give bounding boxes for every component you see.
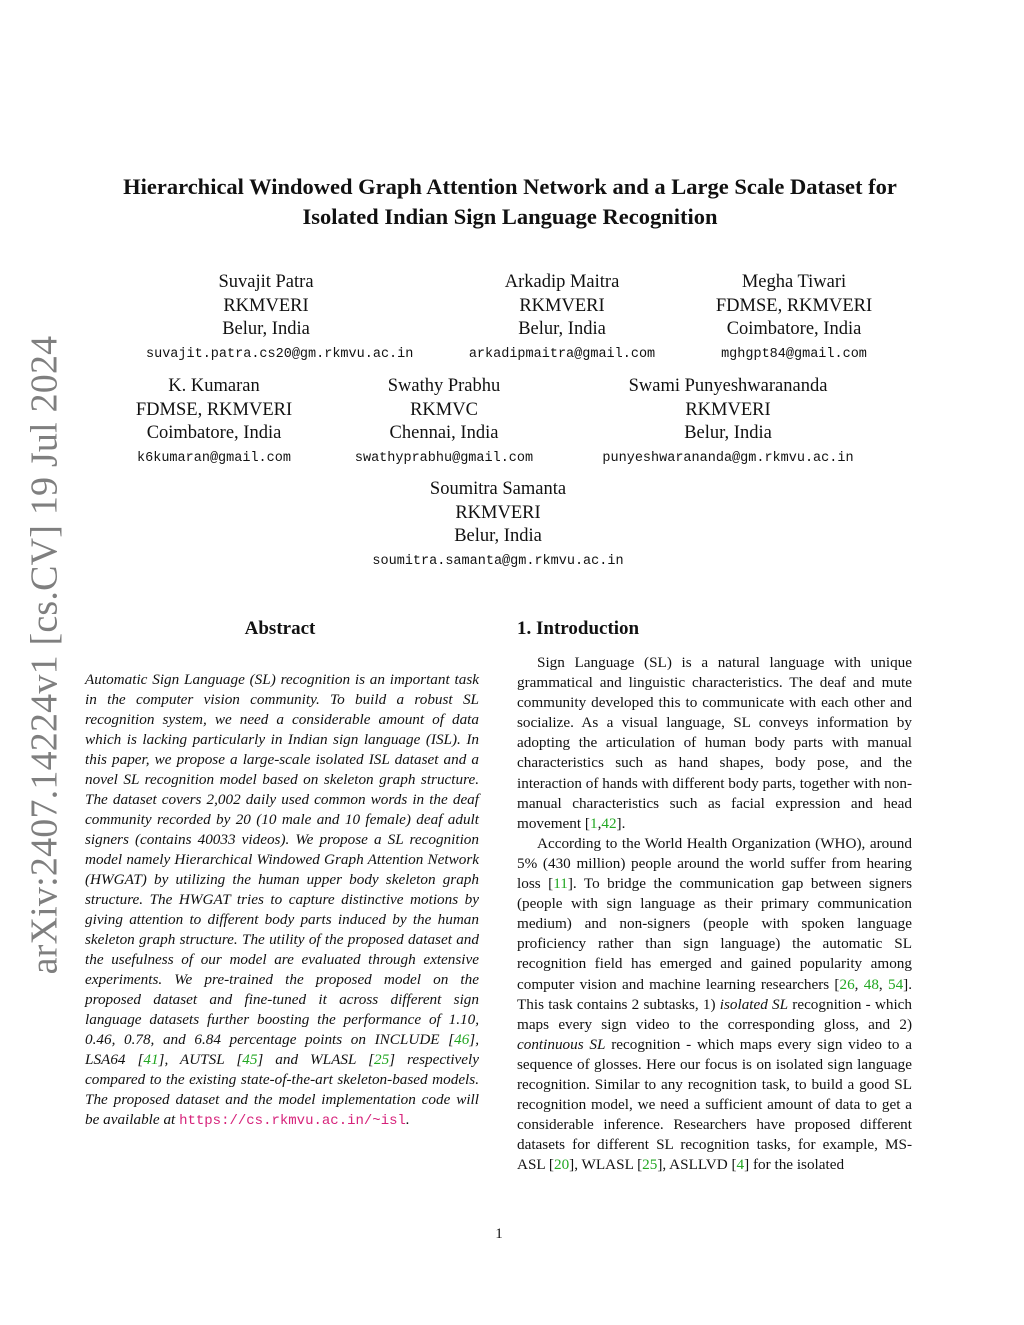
author-email: arkadipmaitra@gmail.com: [468, 346, 656, 362]
citation-link[interactable]: 45: [242, 1051, 258, 1068]
citation-link[interactable]: 41: [143, 1051, 159, 1068]
author-affiliation: RKMVERI: [223, 295, 309, 316]
author-name: K. Kumaran: [168, 376, 260, 396]
abstract-text: ], AUTSL [: [158, 1051, 243, 1068]
author-email: mghgpt84@gmail.com: [721, 346, 867, 362]
abstract-text: ], LSA64 [: [85, 1031, 479, 1068]
intro-text: ,: [597, 814, 602, 832]
intro-term: isolated SL: [719, 995, 789, 1013]
author-name: Soumitra Samanta: [429, 479, 567, 499]
intro-text: According to the World Health Organization (WHO), around 5% (430 million) people around the world suffer from hearing loss [: [517, 834, 912, 893]
citation-link[interactable]: 1: [589, 814, 598, 832]
author-block: [442, 271, 682, 364]
intro-text: ,: [878, 975, 888, 993]
introduction-body: [517, 653, 912, 1175]
author-location: Belur, India: [684, 423, 772, 443]
author-affiliation: FDMSE, RKMVERI: [135, 399, 293, 420]
abstract-heading: Abstract: [244, 618, 316, 639]
abstract-text: Automatic Sign Language (SL) recognition is an important task in the computer vision community. To build a robust SL recognition system, we need a considerable amount of data which is lacking particularly in Indian sign language (ISL). In this paper, we propose a large-scale isolated ISL dataset and a novel SL recognition model based on skeleton graph structure. The dataset covers 2,002 daily used common words in the deaf community recorded by 20 (10 male and 10 female) deaf adult signers (contains 40033 videos). We propose a SL recognition model namely Hierarchical Windowed Graph Attention Network (HWGAT) by utilizing the human upper body skeleton graph structure. The HWGAT tries to capture distinctive motions by giving attention to different body parts induced by the human skeleton graph structure. The utility of the proposed dataset and the usefulness of our model are evaluated through extensive experiments. We pre-trained the proposed model on the proposed dataset and fine-tuned it across different sign language datasets further boosting the performance of 1.10, 0.46, 0.78, and 6.84 percentage points on INCLUDE [: [85, 671, 479, 1048]
abstract-body: [85, 670, 479, 1131]
intro-paragraph: [517, 653, 912, 834]
author-block: [334, 375, 554, 468]
intro-paragraph: [517, 834, 912, 1176]
citation-link[interactable]: 25: [642, 1156, 658, 1174]
author-block: [684, 271, 904, 364]
citation-link[interactable]: 4: [736, 1156, 745, 1174]
author-block: [104, 375, 324, 468]
citation-link[interactable]: 48: [863, 975, 879, 993]
author-location: Belur, India: [518, 319, 606, 339]
intro-text: ]. This task contains 2 subtasks, 1): [517, 975, 913, 1013]
title-line-2: Isolated Indian Sign Language Recognition: [302, 204, 718, 229]
intro-text: ]. To bridge the communication gap between signers (people with sign language as their primary communication medium) and non-signers (people with spoken language proficiency rather than sign language) the automatic SL recognition field has emerged and gained popularity among computer vision and machine learning researchers [: [517, 875, 912, 993]
author-email: k6kumaran@gmail.com: [137, 450, 291, 466]
citation-link[interactable]: 42: [601, 814, 617, 832]
author-name: Swami Punyeshwarananda: [628, 376, 828, 396]
author-block: [583, 375, 873, 468]
abstract-text: ] and WLASL [: [257, 1051, 374, 1068]
intro-text: ] for the isolated: [744, 1156, 845, 1174]
author-name: Suvajit Patra: [218, 272, 314, 292]
citation-link[interactable]: 20: [553, 1156, 570, 1174]
author-affiliation: RKMVC: [410, 399, 478, 420]
author-location: Chennai, India: [389, 423, 499, 443]
author-email: suvajit.patra.cs20@gm.rkmvu.ac.in: [146, 346, 414, 362]
title-line-1: Hierarchical Windowed Graph Attention Network and a Large Scale Dataset for: [123, 174, 897, 199]
intro-text: ,: [854, 975, 864, 993]
author-name: Swathy Prabhu: [387, 376, 501, 396]
citation-link[interactable]: 46: [454, 1031, 470, 1048]
citation-link[interactable]: 54: [887, 975, 904, 993]
intro-text: Sign Language (SL) is a natural language with unique grammatical and linguistic characteristics. The deaf and mute community developed this to communicate with each other and socialize. As a visual language, SL conveys information by adopting the articulation of human body parts with manual characteristics such as hand shapes, body pose, and the interaction of hands with different body parts, together with non-manual characteristics such as facial expression and head movement [: [517, 654, 912, 832]
author-block: [146, 271, 414, 364]
author-block: [358, 478, 638, 571]
citation-link[interactable]: 25: [373, 1051, 390, 1068]
author-email: soumitra.samanta@gm.rkmvu.ac.in: [372, 553, 624, 569]
intro-text: ], WLASL [: [569, 1156, 643, 1174]
author-email: swathyprabhu@gmail.com: [354, 450, 534, 466]
intro-text: ], ASLLVD [: [657, 1156, 737, 1174]
citation-link[interactable]: 26: [839, 975, 855, 993]
author-location: Coimbatore, India: [726, 319, 862, 339]
author-location: Belur, India: [222, 319, 310, 339]
paper-title: [60, 172, 960, 232]
author-location: Belur, India: [454, 526, 542, 546]
abstract-text: .: [405, 1111, 410, 1128]
abstract-text: ] respectively compared to the existing state-of-the-art skeleton-based models. The proposed dataset and the model implementation code will be available at: [85, 1051, 479, 1128]
citation-link[interactable]: 11: [553, 875, 568, 893]
intro-text: recognition - which maps every sign video to a sequence of glosses. Here our focus is on isolated sign language recognition. Similar to any recognition task, to build a good SL recognition model, we need a sufficient amount of data to get a considerable inference. Researchers have proposed different datasets for different SL recognition tasks, for example, MS-ASL [: [517, 1035, 912, 1174]
intro-term: continuous SL: [517, 1035, 606, 1053]
author-affiliation: RKMVERI: [685, 399, 771, 420]
author-location: Coimbatore, India: [146, 423, 282, 443]
author-name: Arkadip Maitra: [504, 272, 620, 292]
author-name: Megha Tiwari: [741, 272, 847, 292]
author-affiliation: RKMVERI: [455, 502, 541, 523]
intro-text: recognition - which maps every sign video to the corresponding gloss, and 2): [517, 995, 912, 1033]
introduction-heading: 1. Introduction: [517, 618, 640, 639]
dataset-url-link[interactable]: https://cs.rkmvu.ac.in/~isl: [179, 1113, 406, 1129]
author-affiliation: RKMVERI: [519, 295, 605, 316]
author-affiliation: FDMSE, RKMVERI: [715, 295, 873, 316]
arxiv-stamp-text: arXiv:2407.14224v1 [cs.CV] 19 Jul 2024: [23, 335, 65, 974]
intro-text: ].: [616, 814, 626, 832]
page-number: 1: [495, 1226, 503, 1242]
author-email: punyeshwarananda@gm.rkmvu.ac.in: [602, 450, 854, 466]
arxiv-identifier-stamp: [22, 335, 66, 974]
